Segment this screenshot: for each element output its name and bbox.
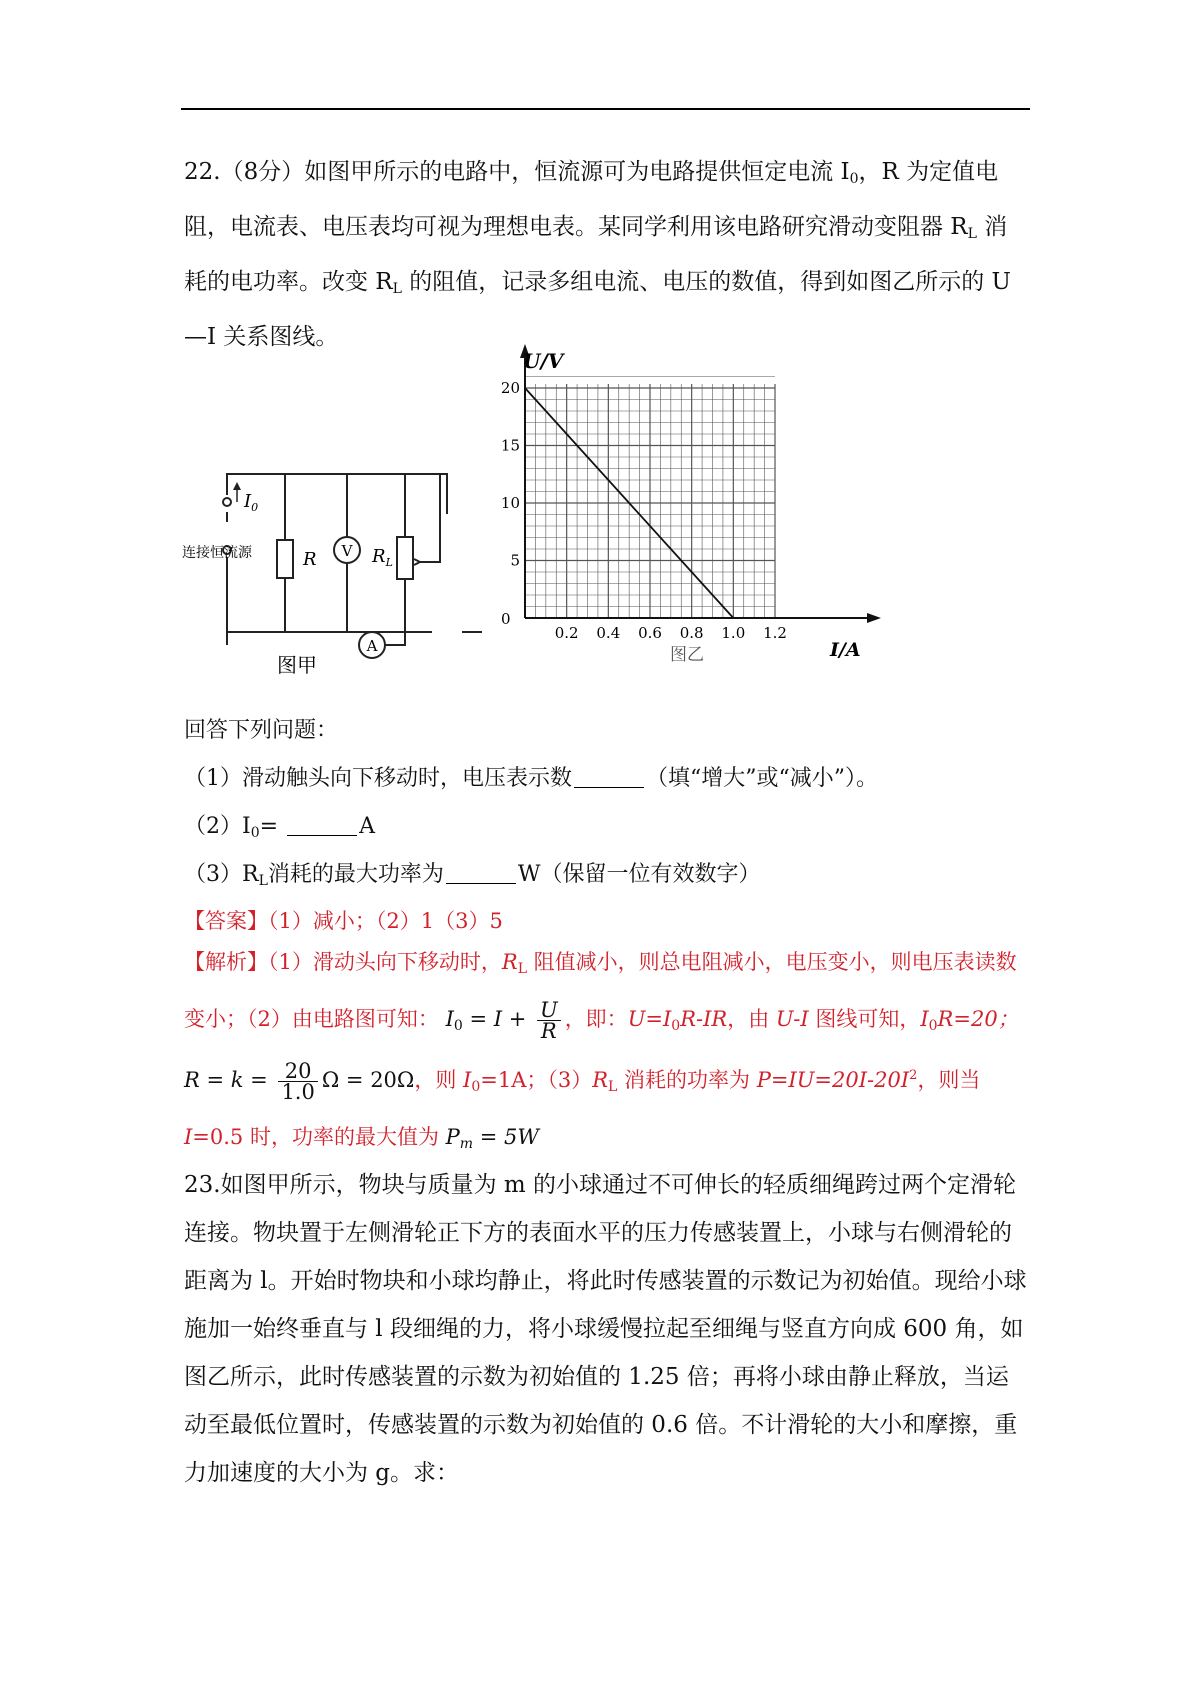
x-tick-label: 0.8 bbox=[679, 624, 704, 642]
y-axis-label: U/V bbox=[523, 349, 564, 373]
ammeter-label: A bbox=[366, 637, 378, 655]
question-3: $(3)R_L$消耗的最大功率为 W（保留一位有效数字） bbox=[184, 862, 761, 889]
x-tick-label: 0.6 bbox=[638, 624, 662, 642]
r-label: R bbox=[303, 549, 317, 570]
y-tick-label: 20 bbox=[500, 379, 520, 397]
question-22-text: 22.（8分）如图甲所示的电路中，恒流源可为电路提供恒定电流 $I_0$，R 为定值电阻，电流表、电压表均可视为理想电表。某同学利用该电路研究滑动变阻器 $R_L$ 消耗的电功率。改变 $R_L$ 的阻值，记录多组电流、电压的数值，得到如图乙所示的 U—I 关系图线。 bbox=[184, 159, 1011, 350]
questions-intro: 回答下列问题： bbox=[184, 718, 339, 743]
answer-blank-2[interactable] bbox=[287, 815, 357, 836]
y-tick-label: 10 bbox=[500, 494, 520, 512]
ui-graph bbox=[500, 340, 895, 670]
figure-jia-caption: 图甲 bbox=[277, 653, 317, 677]
origin-label: 0 bbox=[501, 610, 511, 628]
voltmeter-label: V bbox=[341, 542, 353, 560]
analysis-block: 【解析】（1）滑动头向下移动时，$R_L$ 阻值减小，则总电阻减小，电压变小，则电压表读数变小；（2）由电路图可知： $I_0 = I$ + $\frac{U}{R}$ ，即：$U=I_0R-IR$，由 U-I 图线可知，$I_0R=20$； R = k = $\frac{20}{1.0}$ Ω = 20Ω，则 $I_0=1A$；$(3)R_L$ 消耗的功率为 $P=IU=20I-20I^2$，则当 I=0.5 时，功率的最大值为 $P_m = 5W$ bbox=[184, 950, 1019, 1152]
x-arrow-icon bbox=[867, 613, 881, 623]
x-tick-label: 0.4 bbox=[596, 624, 621, 642]
circuit-diagram bbox=[182, 462, 462, 682]
rl-label: $R_L$ bbox=[372, 546, 393, 569]
i0-label: $I_0$ bbox=[244, 491, 259, 514]
x-tick-label: 0.2 bbox=[554, 624, 579, 642]
x-tick-label: 1.0 bbox=[721, 624, 746, 642]
x-tick-label: 1.2 bbox=[763, 624, 787, 642]
question-23-text: 23.如图甲所示，物块与质量为 m 的小球通过不可伸长的轻质细绳跨过两个定滑轮连接。物块置于左侧滑轮正下方的表面水平的压力传感装置上，小球与右侧滑轮的距离为 l。开始时物块和小球均静止，将此时传感装置的示数记为初始值。现给小球施加一始终垂直与 l 段细绳的力，将小球缓慢拉起至细绳与竖直方向成 600 角，如图乙所示，此时传感装置的示数为初始值的 1.25 倍；再将小球由静止释放，当运动至最低位置时，传感装置的示数为初始值的 0.6 倍。不计滑轮的大小和摩擦，重力加速度的大小为 g。求： bbox=[184, 1172, 1027, 1486]
answer-line: 【答案】（1）减小；（2）1（3）5 bbox=[184, 909, 503, 933]
y-tick-label: 5 bbox=[510, 551, 520, 570]
graph-grid bbox=[525, 377, 775, 619]
question-1: （1）滑动触头向下移动时，电压表示数 （填“增大”或“减小”）。 bbox=[184, 766, 878, 791]
answer-blank-1[interactable] bbox=[574, 767, 644, 788]
source-label: 连接恒流源 bbox=[182, 545, 252, 561]
header-rule bbox=[181, 108, 1030, 110]
y-tick-label: 15 bbox=[500, 436, 520, 455]
figure-yi-caption: 图乙 bbox=[670, 645, 704, 665]
answer-blank-3[interactable] bbox=[446, 863, 516, 884]
x-axis-label: I/A bbox=[830, 639, 861, 661]
question-2: $(2)I_0= A$ bbox=[184, 814, 375, 841]
